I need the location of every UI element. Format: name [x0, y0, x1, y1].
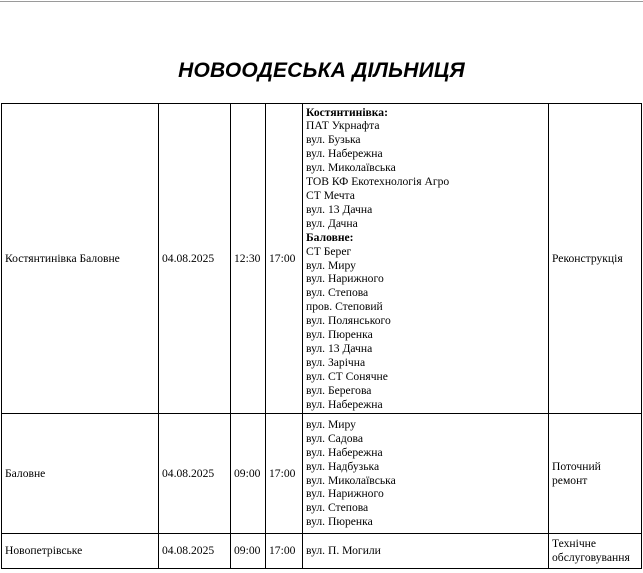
address-line: вул. Степова	[306, 501, 369, 515]
addresses-cell	[303, 534, 549, 569]
address-line: вул. Пюренка	[306, 515, 373, 529]
address-line: ПАТ Укрнафта	[306, 119, 380, 133]
address-group-heading: Костянтинівка:	[306, 105, 388, 119]
address-line: вул. Берегова	[306, 383, 372, 397]
address-line: вул. Садова	[306, 431, 363, 445]
address-line: вул. Набережна	[306, 445, 383, 459]
work-type-cell: Технічне обслуговування	[549, 534, 642, 569]
address-line: вул. Нарижного	[306, 272, 384, 286]
address-line: СТ Мечта	[306, 188, 355, 202]
address-line: вул. Зарічна	[306, 355, 366, 369]
start-time-cell: 12:30	[231, 104, 266, 414]
address-line: вул. Набережна	[306, 397, 383, 411]
end-time-cell: 17:00	[266, 534, 303, 569]
address-line: вул. Степова	[306, 286, 369, 300]
address-line: вул. Миколаївська	[306, 473, 396, 487]
outage-schedule-table	[1, 103, 642, 569]
work-type-cell: Поточний ремонт	[549, 414, 642, 534]
address-line: вул. Набережна	[306, 147, 383, 161]
locality-cell: Костянтинівка Баловне	[2, 104, 159, 414]
start-time-cell: 09:00	[231, 534, 266, 569]
address-line: пров. Степовий	[306, 300, 383, 314]
address-line: вул. П. Могили	[306, 544, 381, 558]
address-line: вул. Полянського	[306, 314, 391, 328]
address-line: вул. Надбузька	[306, 459, 380, 473]
address-line: вул. СТ Сонячне	[306, 369, 388, 383]
end-time-cell: 17:00	[266, 414, 303, 534]
address-line: вул. Миколаївська	[306, 161, 396, 175]
address-line: вул. 13 Дачна	[306, 202, 373, 216]
addresses-cell	[303, 104, 549, 414]
locality-cell: Новопетрівське	[2, 534, 159, 569]
date-cell: 04.08.2025	[159, 414, 231, 534]
address-line: СТ Берег	[306, 244, 352, 258]
address-line: вул. Пюренка	[306, 328, 373, 342]
date-cell: 04.08.2025	[159, 104, 231, 414]
address-group-heading: Баловне:	[306, 230, 354, 244]
addresses-cell	[303, 414, 549, 534]
table-row	[2, 414, 642, 534]
top-divider	[0, 1, 643, 2]
start-time-cell: 09:00	[231, 414, 266, 534]
table-row	[2, 104, 642, 414]
address-line: вул. Бузька	[306, 133, 361, 147]
address-line: вул. Нарижного	[306, 487, 384, 501]
work-type-cell: Реконструкція	[549, 104, 642, 414]
table-row	[2, 534, 642, 569]
locality-cell: Баловне	[2, 414, 159, 534]
address-line: вул. 13 Дачна	[306, 341, 373, 355]
address-line: вул. Миру	[306, 258, 356, 272]
end-time-cell: 17:00	[266, 104, 303, 414]
address-line: вул. Дачна	[306, 216, 358, 230]
page-title: НОВООДЕСЬКА ДІЛЬНИЦЯ	[178, 59, 465, 82]
address-line: вул. Миру	[306, 417, 356, 431]
date-cell: 04.08.2025	[159, 534, 231, 569]
address-line: ТОВ КФ Екотехнологія Агро	[306, 175, 450, 189]
